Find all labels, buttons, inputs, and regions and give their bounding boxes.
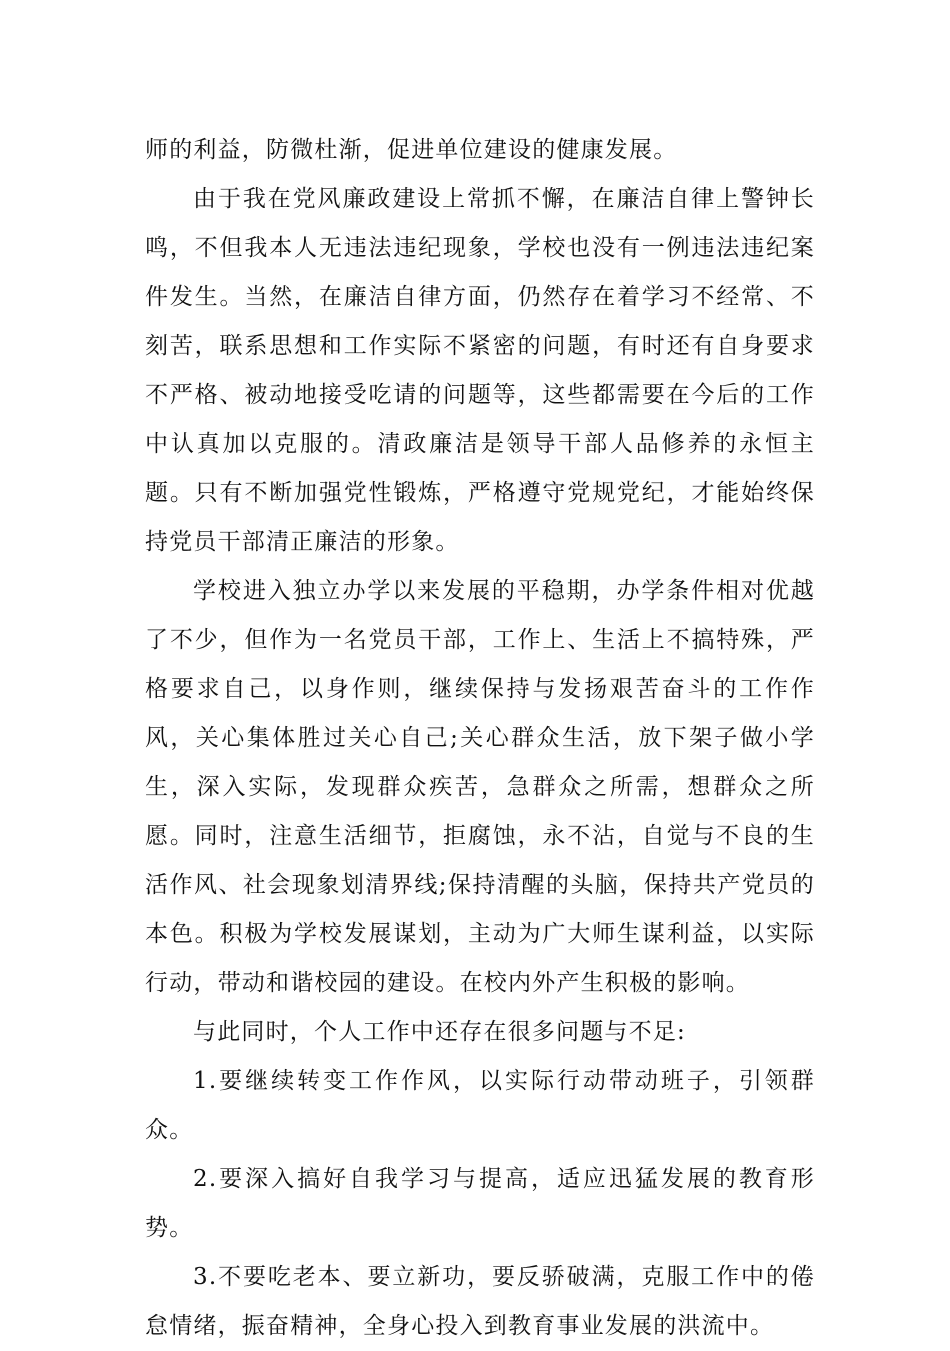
- paragraph-shortcomings-intro: 与此同时，个人工作中还存在很多问题与不足:: [193, 1019, 686, 1045]
- paragraph-school-development: 学校进入独立办学以来发展的平稳期，办学条件相对优越了不少，但作为一名党员干部，工作上、生活上不搞特殊，严格要求自己，以身作则，继续保持与发扬艰苦奋斗的工作作风，关心集体胜过关心自己;关心群众生活，放下架子做小学生，深入实际，发现群众疾苦，急群众之所需，想群众之所愿。同时，注意生活细节，拒腐蚀，永不沾，自觉与不良的生活作风、社会现象划清界线;保持清醒的头脑，保持共产党员的本色。积极为学校发展谋划，主动为广大师生谋利益，以实际行动，带动和谐校园的建设。在校内外产生积极的影响。: [145, 578, 815, 996]
- list-item-1: 1.要继续转变工作作风，以实际行动带动班子，引领群众。: [145, 1068, 815, 1143]
- paragraph-continuation: 师的利益，防微杜渐，促进单位建设的健康发展。: [145, 137, 678, 163]
- paragraph-integrity-self-discipline: 由于我在党风廉政建设上常抓不懈，在廉洁自律上警钟长鸣，不但我本人无违法违纪现象，学校也没有一例违法违纪案件发生。当然，在廉洁自律方面，仍然存在着学习不经常、不刻苦，联系思想和工作实际不紧密的问题，有时还有自身要求不严格、被动地接受吃请的问题等，这些都需要在今后的工作中认真加以克服的。清政廉洁是领导干部人品修养的永恒主题。只有不断加强党性锻炼，严格遵守党规党纪，才能始终保持党员干部清正廉洁的形象。: [145, 186, 815, 555]
- list-item-3: 3.不要吃老本、要立新功，要反骄破满，克服工作中的倦怠情绪，振奋精神，全身心投入到教育事业发展的洪流中。: [145, 1264, 815, 1339]
- list-item-2: 2.要深入搞好自我学习与提高，适应迅猛发展的教育形势。: [145, 1166, 815, 1241]
- document-body: [145, 126, 815, 1351]
